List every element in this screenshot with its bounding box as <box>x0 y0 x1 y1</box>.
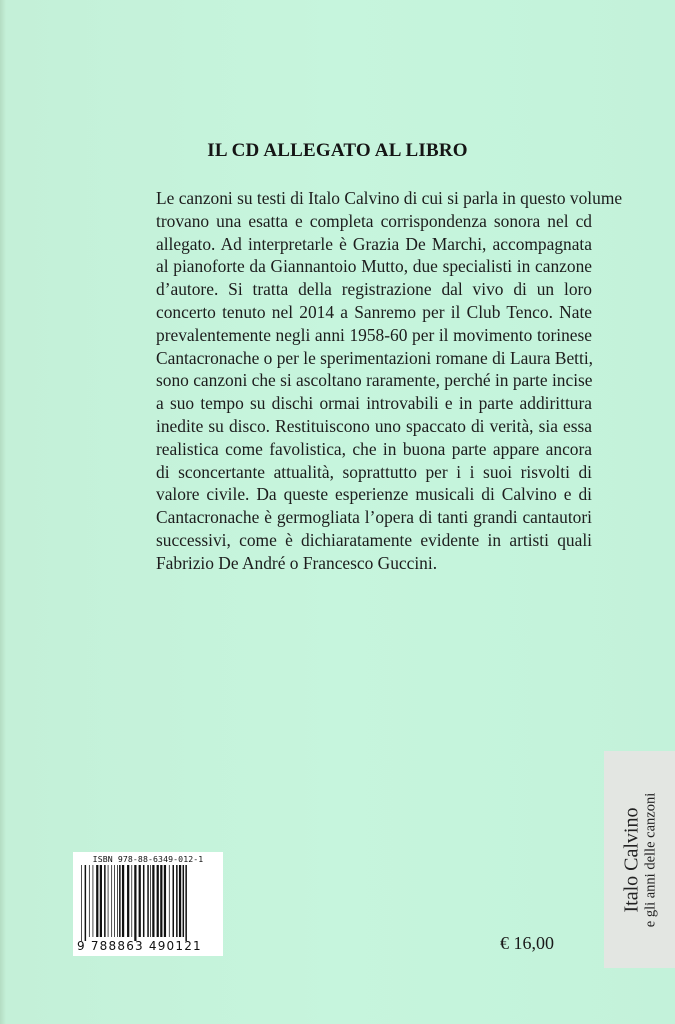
barcode-bar <box>176 865 178 937</box>
isbn-label: ISBN 978-88-6349-012-1 <box>92 854 204 864</box>
body-line: trovano una esatta e completa corrispondenza sonora nel cd <box>156 210 592 231</box>
barcode-bar <box>93 865 94 937</box>
barcode-bar <box>111 865 112 937</box>
cover-heading: IL CD ALLEGATO AL LIBRO <box>207 140 468 161</box>
body-line: sono canzoni che si ascoltano raramente, perché in parte incise <box>156 370 593 391</box>
body-line: realistica come favolistica, che in buona parte appare ancora <box>156 438 592 459</box>
barcode-bars <box>81 865 215 941</box>
barcode-bar <box>160 865 162 937</box>
body-line: d’autore. Si tratta della registrazione dal vivo di un loro <box>156 279 592 300</box>
barcode-bar <box>117 865 118 937</box>
barcode-bar <box>89 865 90 937</box>
barcode-bar <box>81 865 82 941</box>
barcode-bar <box>164 865 166 937</box>
barcode-bar <box>185 865 187 941</box>
body-line: allegato. Ad interpretarle è Grazia De Marchi, accompagnata <box>156 233 592 254</box>
barcode-bar <box>179 865 181 937</box>
spine-label <box>604 751 675 968</box>
price: € 16,00 <box>500 933 554 953</box>
body-line: Le canzoni su testi di Italo Calvino di cui si parla in questo volume <box>156 188 623 208</box>
barcode-bar <box>131 865 132 937</box>
barcode-bar <box>134 865 136 941</box>
body-line: di sconcertante attualità, soprattutto per i i suoi risvolti di <box>156 461 592 482</box>
isbn-barcode <box>73 852 223 956</box>
body-line: Cantacronache o per le sperimentazioni romane di Laura Betti, <box>156 347 593 368</box>
barcode-bar <box>85 865 87 941</box>
cover-description <box>156 187 623 575</box>
barcode-bar <box>147 865 149 937</box>
spine-subtitle: e gli anni delle canzoni <box>642 792 658 927</box>
barcode-bar <box>139 865 141 937</box>
barcode-bar <box>100 865 102 937</box>
barcode-bar <box>183 865 185 937</box>
body-line: prevalentemente negli anni 1958-60 per il movimento torinese <box>156 324 592 345</box>
spine-title: Italo Calvino <box>620 807 642 912</box>
barcode-bar <box>122 865 124 937</box>
barcode-bar <box>150 865 151 937</box>
barcode-bar <box>104 865 106 937</box>
barcode-bar <box>157 865 159 937</box>
body-line: Cantacronache è germogliata l’opera di tanti grandi cantautori <box>156 507 592 528</box>
barcode-bar <box>173 865 175 937</box>
ean-digits: 9 788863 490121 <box>77 939 202 953</box>
barcode-bar <box>114 865 115 937</box>
body-line: successivi, come è dichiaratamente evidente in artisti quali <box>156 529 592 550</box>
barcode-bar <box>119 865 121 937</box>
body-line: a suo tempo su dischi ormai introvabili e in parte addirittura <box>156 393 592 414</box>
barcode-bar <box>127 865 129 937</box>
barcode-bar <box>169 865 170 937</box>
barcode-bar <box>152 865 154 937</box>
body-line: valore civile. Da queste esperienze musicali di Calvino e di <box>156 484 592 505</box>
barcode-bar <box>96 865 98 937</box>
body-line: al pianoforte da Giannantoio Mutto, due specialisti in canzone <box>156 256 592 277</box>
barcode-bar <box>108 865 109 937</box>
body-line: Fabrizio De André o Francesco Guccini. <box>156 552 438 573</box>
barcode-bar <box>143 865 145 937</box>
body-line: inedite su disco. Restituiscono uno spaccato di verità, sia essa <box>156 415 592 436</box>
body-line: concerto tenuto nel 2014 a Sanremo per il Club Tenco. Nate <box>156 301 592 322</box>
